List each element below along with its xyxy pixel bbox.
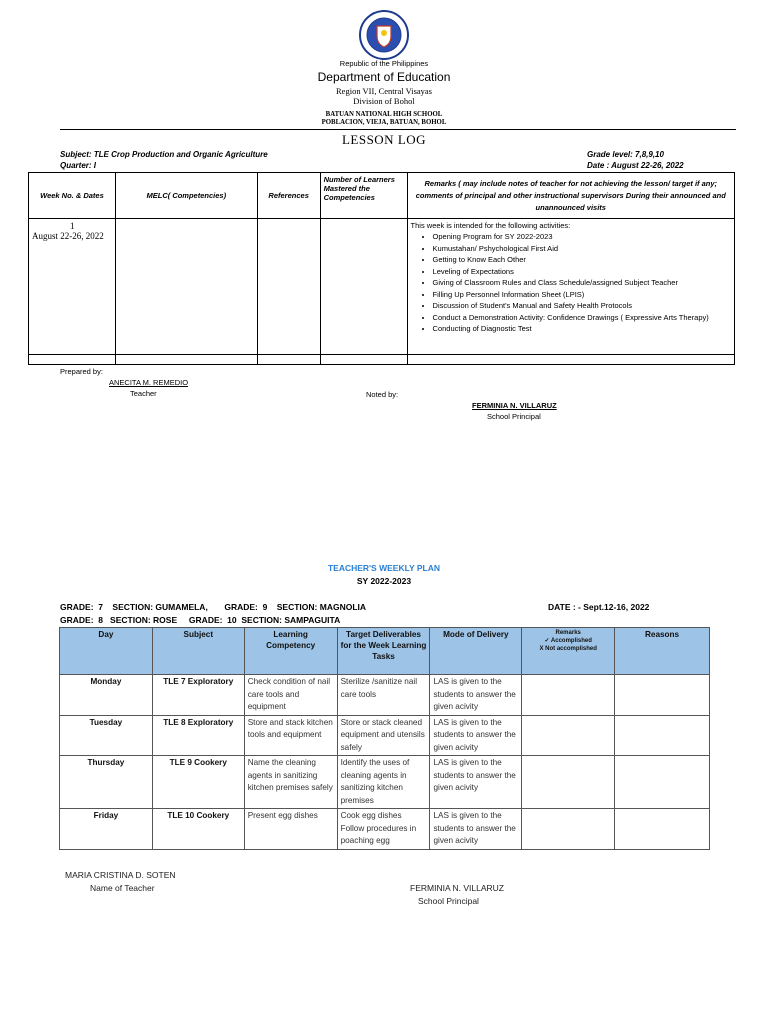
col-remarks — [522, 628, 615, 675]
list-item: • Kumustahan/ Pshychological First Aid — [433, 244, 731, 253]
noted-by-role: School Principal — [487, 412, 541, 421]
week-number: 1 — [70, 221, 75, 231]
remarks-title: Remarks — [555, 630, 581, 636]
school-name: BATUAN NATIONAL HIGH SCHOOL — [325, 111, 443, 118]
department-line: Department of Education — [317, 70, 451, 84]
list-item: • Leveling of Expectations — [433, 267, 731, 276]
week-dates: August 22-26, 2022 — [32, 231, 104, 241]
delivery-cell: LAS is given to the students to answer the given acivity — [430, 809, 522, 850]
date-label: Date : August 22-26, 2022 — [587, 161, 684, 170]
remarks-accomplished: ✓ Accomplished — [544, 638, 592, 644]
col-references: References — [257, 173, 320, 219]
week-cell — [29, 219, 116, 355]
table-row — [60, 756, 710, 809]
list-item: • Conduct a Demonstration Activity: Confidence Drawings ( Expressive Arts Therapy) — [433, 313, 731, 322]
division-line: Division of Bohol — [353, 96, 415, 106]
principal-name: FERMINIA N. VILLARUZ — [410, 883, 504, 893]
references-cell — [257, 219, 320, 355]
competency-cell: Store and stack kitchen tools and equipment — [244, 715, 337, 756]
list-item: • Giving of Classroom Rules and Class Schedule/assigned Subject Teacher — [433, 278, 731, 287]
col-learners: Number of Learners Mastered the Competencies — [320, 173, 407, 219]
list-item: • Conducting of Diagnostic Test — [433, 324, 731, 333]
weekly-plan-date: DATE : - Sept.12-16, 2022 — [548, 602, 650, 612]
competency-cell: Present egg dishes — [244, 809, 337, 850]
remarks-not-accomplished: X Not accomplished — [539, 646, 597, 652]
reasons-cell — [615, 756, 710, 809]
activities-list — [411, 232, 731, 333]
col-deliverables: Target Deliverables for the Week Learning Tasks — [337, 628, 430, 675]
deliverables-cell: Identify the uses of cleaning agents in sanitizing kitchen premises — [337, 756, 430, 809]
school-address: POBLACION, VIEJA, BATUAN, BOHOL — [321, 119, 447, 126]
reasons-cell — [615, 675, 710, 716]
prepared-by-role: Teacher — [130, 389, 157, 398]
region-line: Region VII, Central Visayas — [336, 86, 432, 96]
republic-line: Republic of the Philippines — [339, 59, 429, 68]
prepared-by-label: Prepared by: — [60, 367, 103, 376]
weekly-plan-header-row — [60, 628, 710, 675]
col-subject: Subject — [152, 628, 244, 675]
list-item: • Discussion of Student's Manual and Safety Health Protocols — [433, 301, 731, 310]
remarks-cell — [407, 219, 734, 355]
subject-cell: TLE 9 Cookery — [152, 756, 244, 809]
day-cell: Monday — [60, 675, 153, 716]
deped-seal — [359, 10, 409, 60]
day-cell: Friday — [60, 809, 153, 850]
noted-by-label: Noted by: — [366, 390, 399, 399]
deliverables-cell: Cook egg dishes Follow procedures in poaching egg — [337, 809, 430, 850]
col-reasons: Reasons — [615, 628, 710, 675]
remarks-cell — [522, 809, 615, 850]
remarks-cell — [522, 715, 615, 756]
page-title: LESSON LOG — [341, 132, 427, 147]
header-divider — [60, 129, 736, 130]
quarter-label: Quarter: I — [60, 161, 97, 170]
lesson-log-table — [28, 172, 735, 365]
lesson-log-row — [29, 219, 735, 355]
activities-intro: This week is intended for the following activities: — [410, 221, 571, 230]
subject-cell: TLE 7 Exploratory — [152, 675, 244, 716]
weekly-plan-sy: SY 2022-2023 — [356, 576, 412, 586]
weekly-plan-table — [59, 627, 710, 850]
table-row — [60, 715, 710, 756]
competency-cell: Check condition of nail care tools and equipment — [244, 675, 337, 716]
noted-by-name: FERMINIA N. VILLARUZ — [472, 401, 557, 410]
col-delivery: Mode of Delivery — [430, 628, 522, 675]
delivery-cell: LAS is given to the students to answer the given acivity — [430, 675, 522, 716]
table-row — [60, 675, 710, 716]
day-cell: Tuesday — [60, 715, 153, 756]
col-remarks: Remarks ( may include notes of teacher for not achieving the lesson/ target if any; comments of principal and other instructional supervisors During their announced and unannounced visits — [407, 173, 734, 219]
subject-label: Subject: TLE Crop Production and Organic Agriculture — [60, 150, 268, 159]
col-week: Week No. & Dates — [29, 173, 116, 219]
weekly-plan-title: TEACHER'S WEEKLY PLAN — [327, 563, 441, 573]
list-item: • Getting to Know Each Other — [433, 255, 731, 264]
deliverables-cell: Store or stack cleaned equipment and utensils safely — [337, 715, 430, 756]
day-cell: Thursday — [60, 756, 153, 809]
grade-section-line-2: GRADE: 8 SECTION: ROSE GRADE: 10 SECTION: SAMPAGUITA — [60, 615, 341, 625]
col-competency: Learning Competency — [244, 628, 337, 675]
principal-role: School Principal — [418, 896, 479, 906]
delivery-cell: LAS is given to the students to answer the given acivity — [430, 715, 522, 756]
grade-level-label: Grade level: 7,8,9,10 — [587, 150, 664, 159]
competency-cell: Name the cleaning agents in sanitizing kitchen premises safely — [244, 756, 337, 809]
melc-cell — [115, 219, 257, 355]
reasons-cell — [615, 809, 710, 850]
teacher-name: MARIA CRISTINA D. SOTEN — [65, 870, 176, 880]
reasons-cell — [615, 715, 710, 756]
col-day: Day — [60, 628, 153, 675]
lesson-log-header-row — [29, 173, 735, 219]
list-item: • Filling Up Personnel Information Sheet (LPIS) — [433, 290, 731, 299]
teacher-role: Name of Teacher — [90, 883, 155, 893]
list-item: • Opening Program for SY 2022-2023 — [433, 232, 731, 241]
deliverables-cell: Sterilize /sanitize nail care tools — [337, 675, 430, 716]
remarks-cell — [522, 675, 615, 716]
subject-cell: TLE 10 Cookery — [152, 809, 244, 850]
col-melc: MELC( Competencies) — [115, 173, 257, 219]
lesson-log-empty-row — [29, 355, 735, 365]
delivery-cell: LAS is given to the students to answer the given acivity — [430, 756, 522, 809]
subject-cell: TLE 8 Exploratory — [152, 715, 244, 756]
remarks-cell — [522, 756, 615, 809]
grade-section-line-1: GRADE: 7 SECTION: GUMAMELA, GRADE: 9 SECTION: MAGNOLIA — [60, 602, 367, 612]
learners-cell — [320, 219, 407, 355]
prepared-by-name: ANECITA M. REMEDIO — [109, 378, 189, 387]
table-row — [60, 809, 710, 850]
